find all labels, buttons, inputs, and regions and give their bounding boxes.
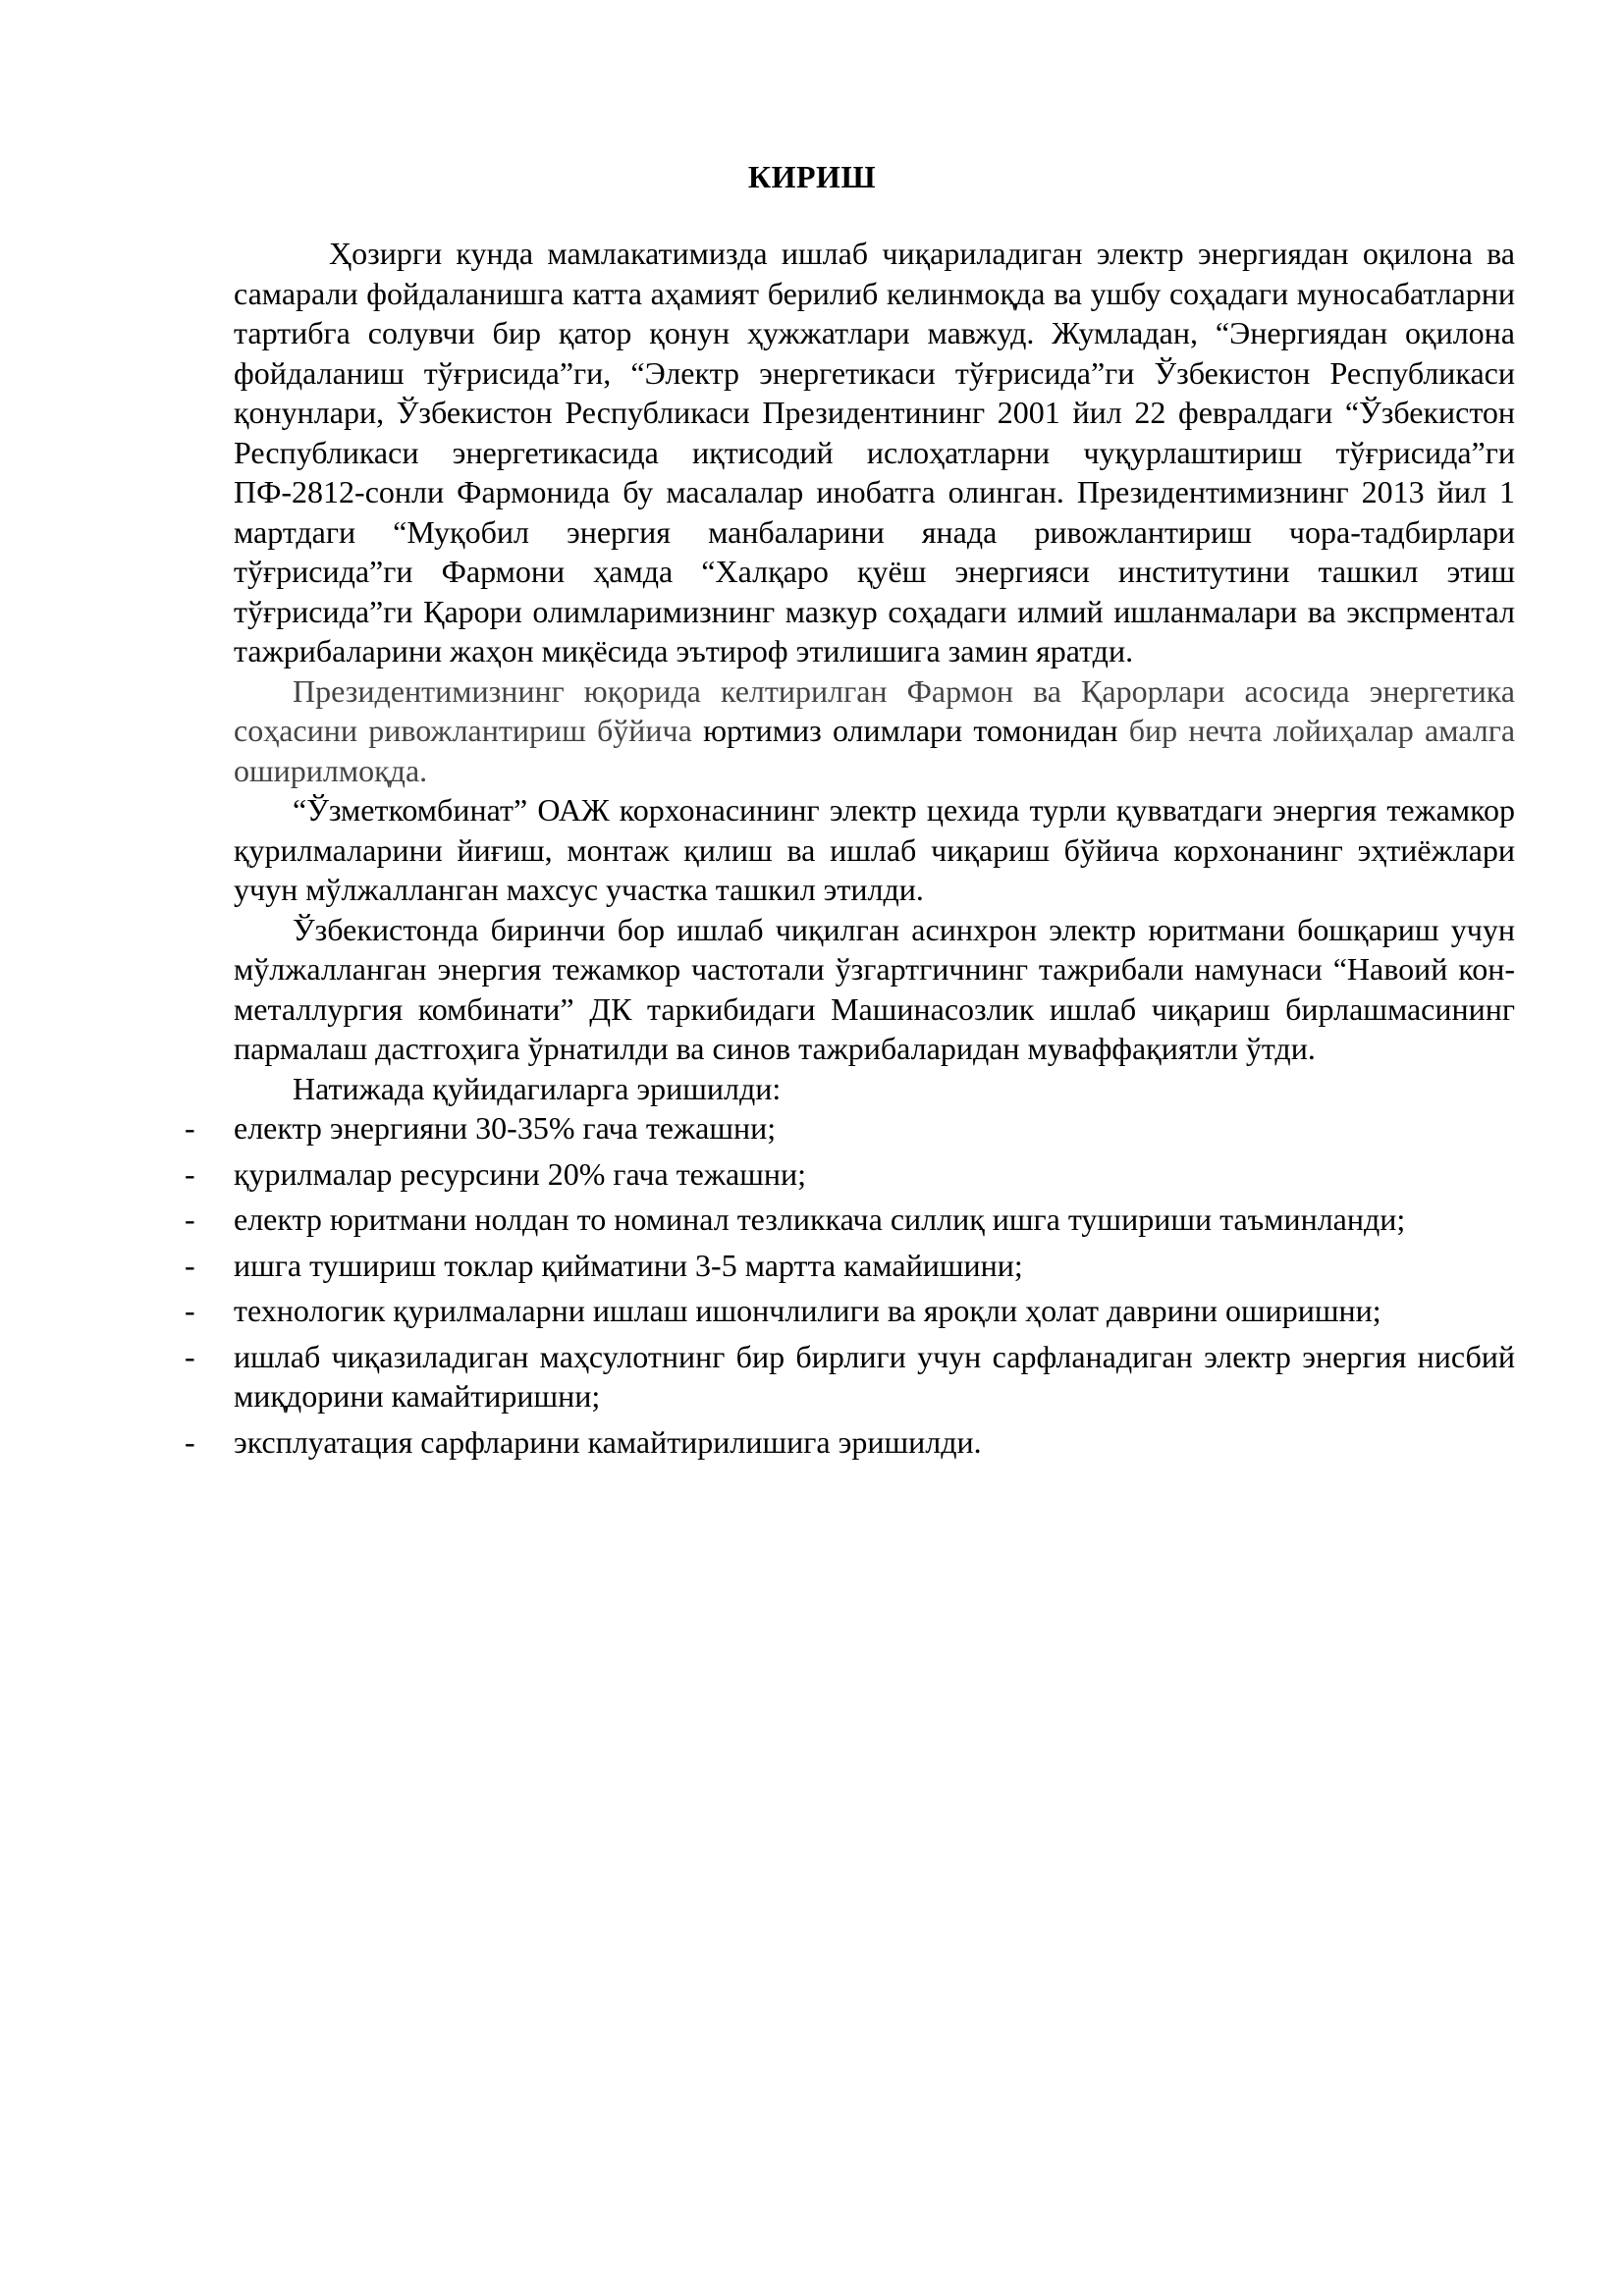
list-item-text: эксплуатация сарфларини камайтирилишига эришилди.	[234, 1423, 982, 1460]
list-item-text: қурилмалар ресурсини 20% гача тежашни;	[234, 1155, 806, 1192]
page-title: КИРИШ	[747, 159, 877, 194]
list-item-text: електр юритмани нолдан то номинал тезликкача силлиқ ишга тушириши таъминланди;	[234, 1201, 1406, 1237]
decree-text-part-1: Президентимизнинг юқорида келтирилган Фармон ва Қарорлари асосида энергетика соҳасини ривожлантириш бўйича	[234, 672, 1515, 748]
list-item	[185, 1291, 1515, 1331]
list-item	[185, 1108, 1515, 1148]
intro-paragraph: Ҳозирги кунда мамлакатимизда ишлаб чиқариладиган электр энергиядан оқилона ва самарали фойдаланишга катта аҳамият берилиб келинмоқда ва ушбу соҳадаги муносабатларни тартибга солувчи бир қатор қонун ҳужжатлари мавжуд. Жумладан, “Энергиядан оқилона фойдаланиш тўғрисида”ги, “Электр энергетикаси тўғрисида”ги Ўзбекистон Республикаси қонунлари, Ўзбекистон Республикаси Президентининг 2001 йил 22 февралдаги “Ўзбекистон Республикаси энергетикасида иқтисодий ислоҳатларни чуқурлаштириш тўғрисида”ги ПФ-2812-сонли Фармонида бу масалалар инобатга олинган. Президентимизнинг 2013 йил 1 мартдаги “Муқобил энергия манбаларини янада ривожлантириш чора-тадбирлари тўғрисида”ги Фармони ҳамда “Халқаро қуёш энергияси институтини ташкил этиш тўғрисида”ги Қарори олимларимизнинг мазкур соҳадаги илмий ишланмалари ва экспрментал тажрибаларини жаҳон миқёсида эътироф этилишига замин яратди.	[234, 236, 1515, 668]
list-marker: -	[185, 1338, 195, 1374]
decree-text-part-2: юртимиз олимлари томонидан	[703, 713, 1118, 748]
results-list	[185, 1108, 1515, 1462]
list-item	[185, 1337, 1515, 1416]
uzmetkombinat-paragraph: “Ўзметкомбинат” ОАЖ корхонасининг электр цехида турли қувватдаги энергия тежамкор қурилмаларини йиғиш, монтаж қилиш ва ишлаб чиқариш бўйича корхонанинг эҳтиёжлари учун мўлжалланган махсус участка ташкил этилди.	[234, 792, 1515, 907]
list-marker: -	[185, 1423, 195, 1460]
results-intro: Натижада қуйидагиларга эришилди:	[293, 1070, 782, 1106]
list-item	[185, 1422, 1515, 1463]
list-item	[185, 1154, 1515, 1195]
decree-paragraph	[234, 671, 1515, 791]
list-marker: -	[185, 1293, 195, 1328]
list-marker: -	[185, 1110, 195, 1146]
list-marker: -	[185, 1247, 195, 1283]
list-marker: -	[185, 1201, 195, 1237]
list-item-text: ишлаб чиқазиладиган маҳсулотнинг бир бирлиги учун сарфланадиган электр энергия нисбий миқдорини камайтиришни;	[234, 1338, 1515, 1414]
list-item-text: технологик қурилмаларни ишлаш ишончлилиги ва яроқли ҳолат даврини оширишни;	[234, 1293, 1381, 1328]
list-item	[185, 1200, 1515, 1240]
converter-paragraph: Ўзбекистонда биринчи бор ишлаб чиқилган асинхрон электр юритмани бошқариш учун мўлжалланган энергия тежамкор частотали ўзгартгичнинг тажрибали намунаси “Навоий кон-металлургия комбинати” ДК таркибидаги Машинасозлик ишлаб чиқариш бирлашмасининг пармалаш дастгоҳига ўрнатилди ва синов тажрибаларидан муваффақиятли ўтди.	[234, 911, 1515, 1066]
list-marker: -	[185, 1155, 195, 1192]
list-item	[185, 1246, 1515, 1286]
document-body	[185, 234, 1516, 1468]
list-item-text: ишга тушириш токлар қийматини 3-5 мартта камайишини;	[234, 1247, 1023, 1283]
decree-text-part-3: бир нечта лойиҳалар амалга оширилмоқда.	[234, 713, 1516, 788]
list-item-text: електр энергияни 30-35% гача тежашни;	[234, 1110, 777, 1146]
